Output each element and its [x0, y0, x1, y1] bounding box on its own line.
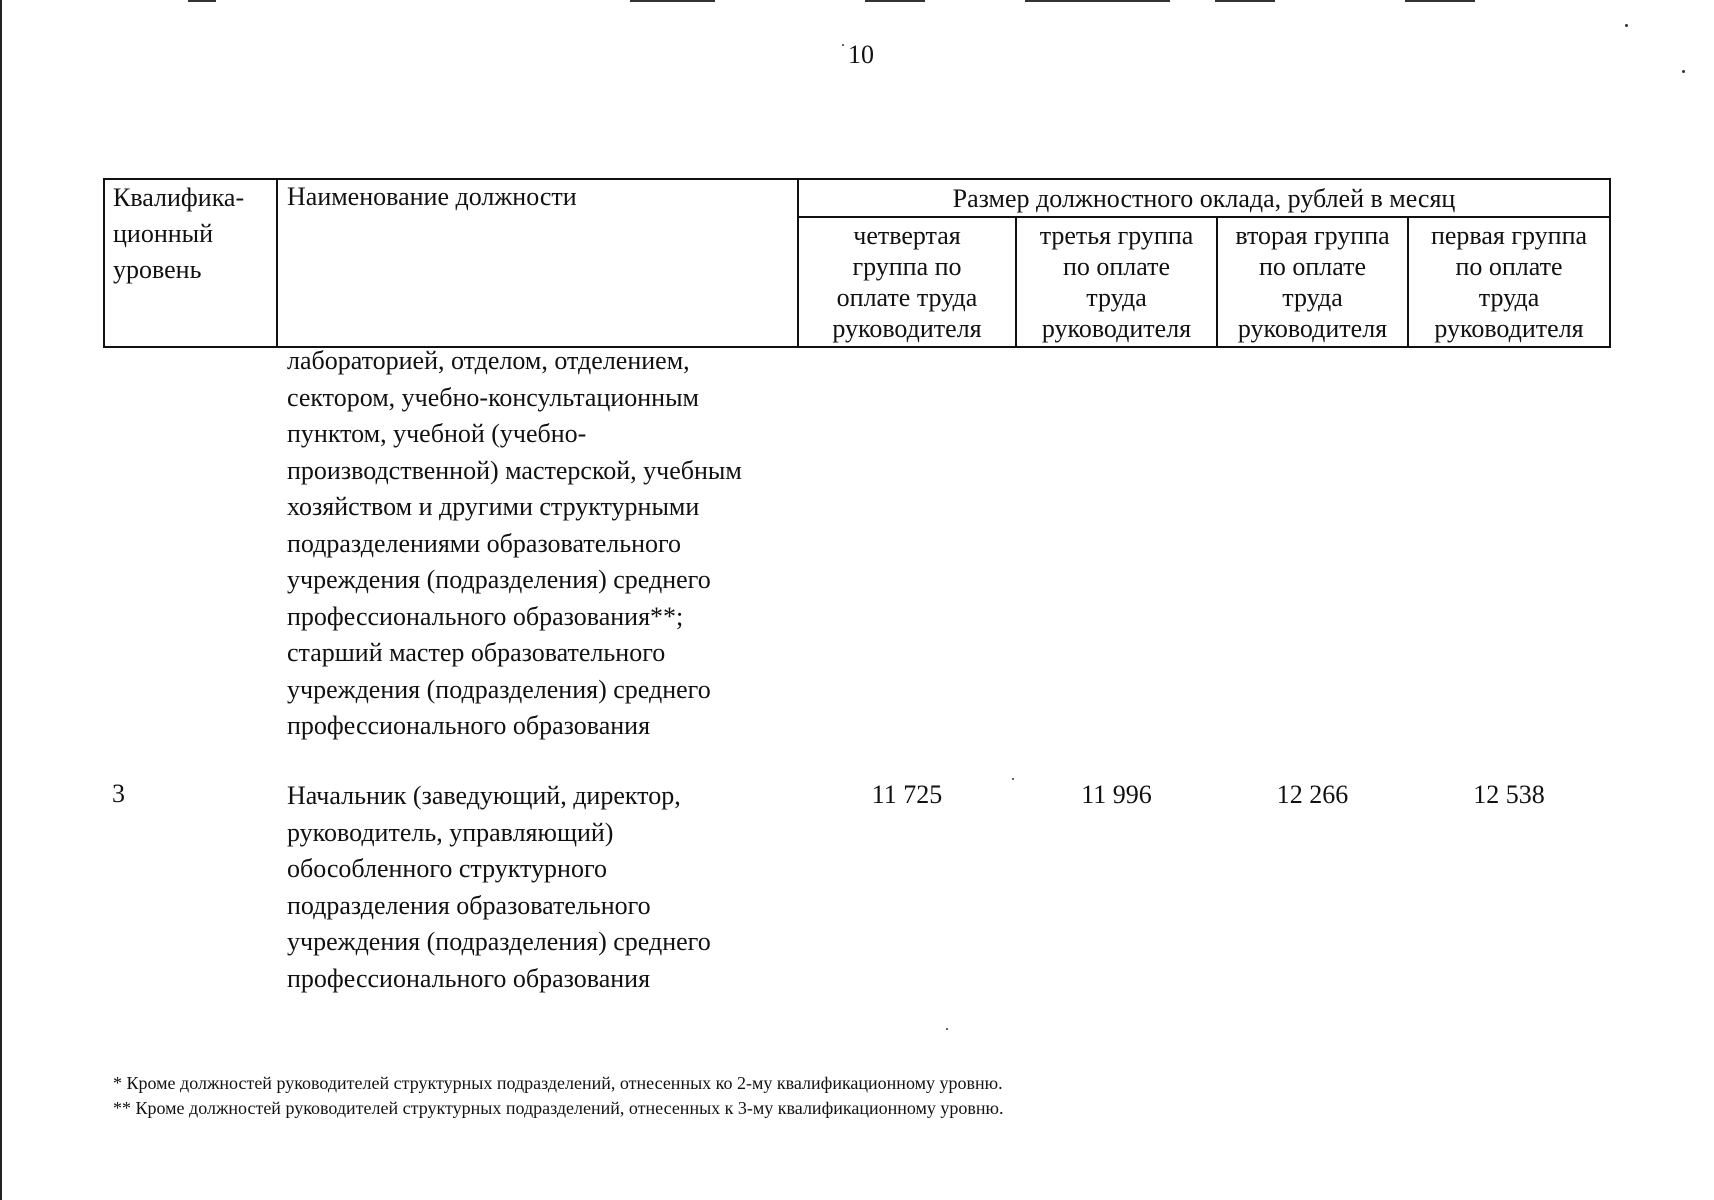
table-header [103, 178, 1611, 348]
scan-speck [946, 1028, 948, 1030]
scan-top-mark [1405, 0, 1475, 2]
scan-speck [1682, 70, 1685, 73]
scan-left-edge [0, 0, 2, 1200]
scan-top-mark [865, 0, 925, 2]
salary-group-1-cell: 12 538 [1473, 780, 1545, 809]
scan-speck [842, 44, 844, 46]
salary-table [103, 178, 1611, 348]
scan-top-mark [1025, 0, 1170, 2]
salary-group-2-cell: 12 266 [1276, 780, 1349, 809]
position-name-cell: Начальник (заведующий, директор, руководитель, управляющий) обособленного структурного подразделения образовательного учреждения (подразделения) среднего профессионального образования [287, 781, 711, 993]
salary-group-4-cell: 11 725 [871, 780, 943, 809]
scan-top-mark [1215, 0, 1275, 2]
header-group-2: вторая группа по оплате труда руководителя [1235, 221, 1390, 343]
header-group-4: четвертая группа по оплате труда руководителя [832, 221, 982, 343]
header-qualification-level: Квалифика- ционный уровень [113, 183, 245, 284]
salary-subheader-border [797, 216, 1611, 218]
page-number: 10 [848, 40, 874, 69]
header-group-1: первая группа по оплате труда руководителя [1430, 221, 1588, 343]
position-name-cell: лабораторией, отделом, отделением, сектором, учебно-консультационным пунктом, учебной (учебно- производственной) мастерской, учебным хозяйством и другими структурными подразделениями образовательного учреждения (подразделения) среднего профессионального образования**; старший мастер образовательного учреждения (подразделения) среднего профессионального образования [287, 346, 742, 740]
footnote-2: ** Кроме должностей руководителей структурных подразделений, отнесенных к 3-му квалификационному уровню. [113, 1098, 1004, 1118]
salary-group-3-cell: 11 996 [1081, 780, 1152, 809]
scan-top-mark [630, 0, 715, 2]
scan-top-mark [188, 0, 216, 2]
footnote-1: * Кроме должностей руководителей структурных подразделений, отнесенных ко 2-му квалификационному уровню. [113, 1073, 1003, 1093]
header-salary-size: Размер должностного оклада, рублей в месяц [952, 184, 1456, 213]
header-border [103, 178, 105, 346]
header-border [276, 178, 278, 346]
header-position-name: Наименование должности [287, 182, 577, 211]
qualification-level-cell: 3 [112, 779, 125, 808]
header-group-3: третья группа по оплате труда руководителя [1039, 221, 1194, 343]
scan-speck [1625, 24, 1628, 27]
